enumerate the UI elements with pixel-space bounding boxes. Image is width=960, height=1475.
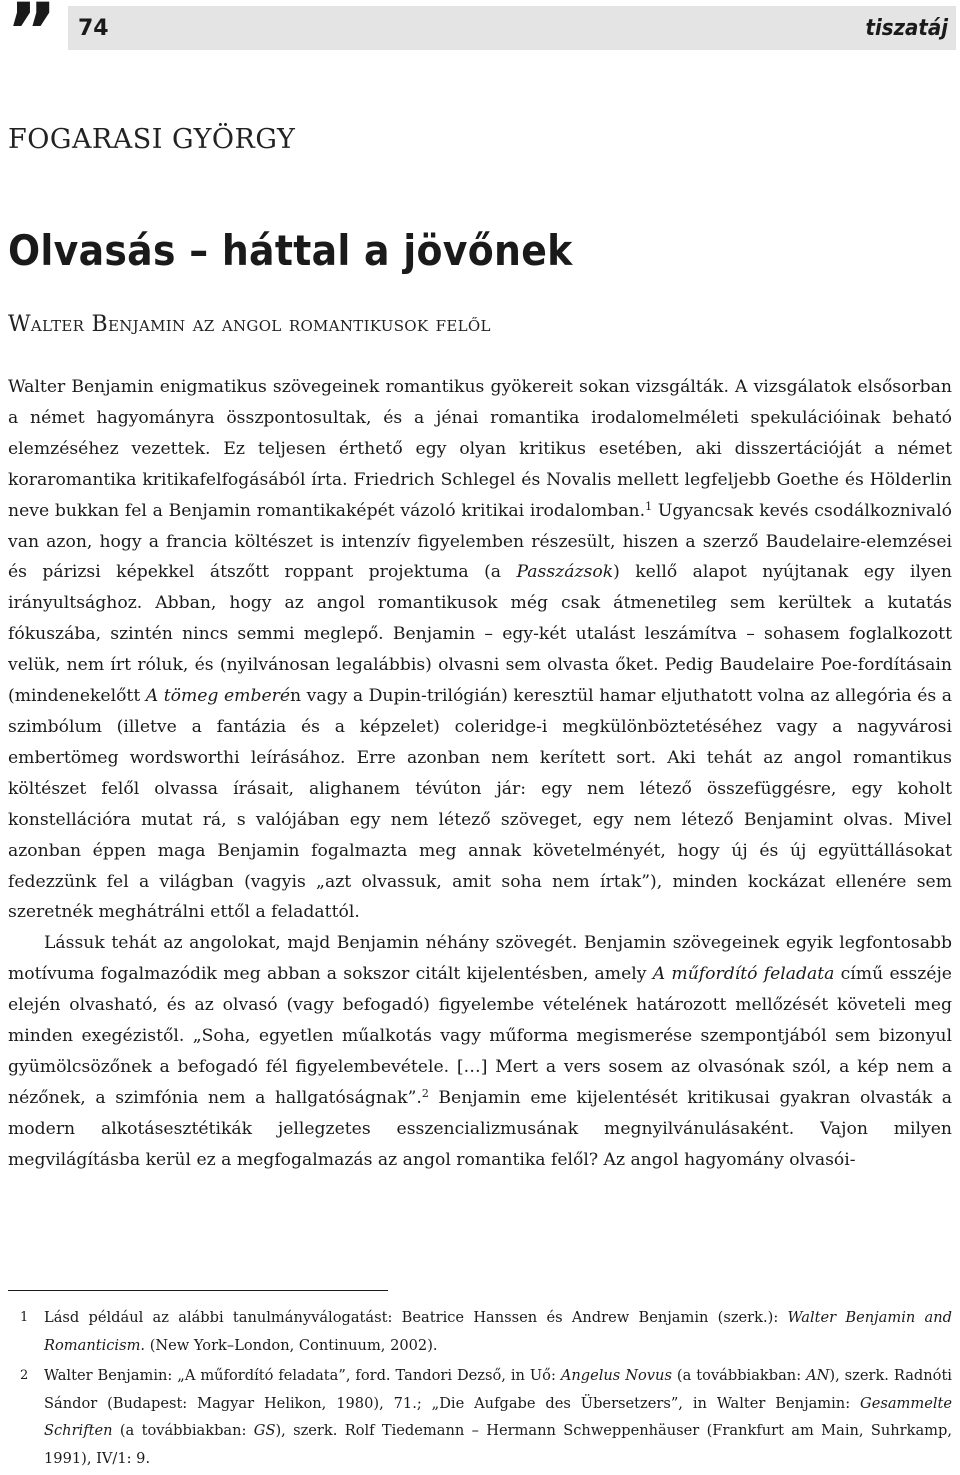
footnote-2: 2 Walter Benjamin: „A műfordító feladata”, ford. Tandori Dezső, in Uő: Angelus Novus (a továbbiakban: AN), szerk. Radnóti Sándor (Budapest: Magyar Helikon, 1980), 71.; „Die Aufgabe des Übersetzers”, in Walter Benjamin: Gesammelte Schriften (a továbbiakban: GS), szerk. Rolf Tiedemann – Hermann Schweppenhäuser (Frankfurt am Main, Suhrkamp, 1991), IV/1: 9. <box>8 1362 952 1472</box>
footnote-number: 2 <box>20 1368 29 1383</box>
footnote-ref-1[interactable]: 1 <box>645 499 653 513</box>
article-body <box>8 372 952 1176</box>
footnote-1: 1 Lásd például az alábbi tanulmányválogatást: Beatrice Hanssen és Andrew Benjamin (szerk.): Walter Benjamin and Romanticism. (New York–London, Continuum, 2002). <box>8 1304 952 1359</box>
closing-quote-icon: ” <box>6 0 52 78</box>
footnote-ref-2[interactable]: 2 <box>421 1086 429 1100</box>
journal-name: tiszatáj <box>865 16 948 41</box>
article-title: Olvasás – háttal a jövőnek <box>8 226 573 275</box>
paragraph-1: Walter Benjamin enigmatikus szövegeinek romantikus gyökereit sokan vizsgálták. A vizsgálatok elsősorban a német hagyományra összpontosultak, és a jénai romantika irodalomelméleti spekulációinak beható elemzéséhez vezettek. Ez teljesen érthető egy olyan kritikus esetében, aki disszertációját a német koraromantika kritikafelfogásából írta. Friedrich Schlegel és Novalis mellett legfeljebb Goethe és Hölderlin neve bukkan fel a Benjamin romantikaképét vázoló kritikai irodalomban.$^1$ Ugyancsak kevés csodálkoznivaló van azon, hogy a francia költészet is intenzív figyelemben részesült, hiszen a szerző Baudelaire-elemzései és párizsi képekkel átszőtt roppant projektuma (a Passzázsok) kellő alapot nyújtanak egy ilyen irányultsághoz. Abban, hogy az angol romantikusok még csak átmenetileg sem kerültek a kutatás fókuszába, szintén nincs semmi meglepő. Benjamin – egy-két utalást leszámítva – sohasem foglalkozott velük, nem írt róluk, és (nyilvánosan legalábbis) olvasni sem olvasta őket. Pedig Baudelaire Poe-fordításain (mindenekelőtt A tömeg emberén vagy a Dupin-trilógián) keresztül hamar eljuthatott volna az allegória és a szimbólum (illetve a fantázia és a képzelet) coleridge-i megkülönböztetéséhez vagy a nagyvárosi embertömeg wordsworthi leírásához. Erre azonban nem kerített sort. Aki tehát az angol romantikus költészet felől olvassa írásait, alighanem tévúton jár: egy nem létező összefüggésre, egy koholt konstellációra mutat rá, s valójában egy nem létező szöveget, egy nem létező Benjamint olvas. Mivel azonban éppen maga Benjamin fogalmazta meg annak követelményét, hogy új és új együttállásokat fedezzünk fel a világban (vagyis „azt olvassuk, amit soha nem írtak”), minden kockázat ellenére sem szeretnék meghátrálni ettől a feladattól. <box>8 377 953 923</box>
paragraph-2: Lássuk tehát az angolokat, majd Benjamin néhány szövegét. Benjamin szövegeinek egyik legfontosabb motívuma fogalmazódik meg abban a sokszor citált kijelentésben, amely A műfordító feladata című esszéje elején olvasható, és az olvasó (vagy befogadó) figyelembe vételének határozott mellőzését követeli meg minden exegézistől. „Soha, egyetlen műalkotás vagy műforma megismerése szempontjából sem bizonyul gyümölcsözőnek a befogadó fél figyelembevétele. […] Mert a vers sosem az olvasónak szól, a kép nem a nézőnek, a szimfónia nem a hallgatóságnak”.$^2$ Benjamin eme kijelentését kritikusai gyakran olvasták a modern alkotásesztétikák jellegzetes esszencializmusának megnyilvánulásaként. Vajon milyen megvilágításba kerül ez a megfogalmazás az angol romantika felől? Az angol hagyomány olvasói- <box>8 933 952 1170</box>
article-subtitle: Walter Benjamin az angol romantikusok felől <box>8 312 491 337</box>
header-bar <box>68 6 956 50</box>
page-number: 74 <box>78 16 109 41</box>
footnote-divider <box>8 1290 388 1291</box>
page-header <box>4 0 956 78</box>
footnotes <box>8 1304 952 1475</box>
author-name: FOGARASI GYÖRGY <box>8 124 296 155</box>
footnote-number: 1 <box>20 1310 29 1325</box>
